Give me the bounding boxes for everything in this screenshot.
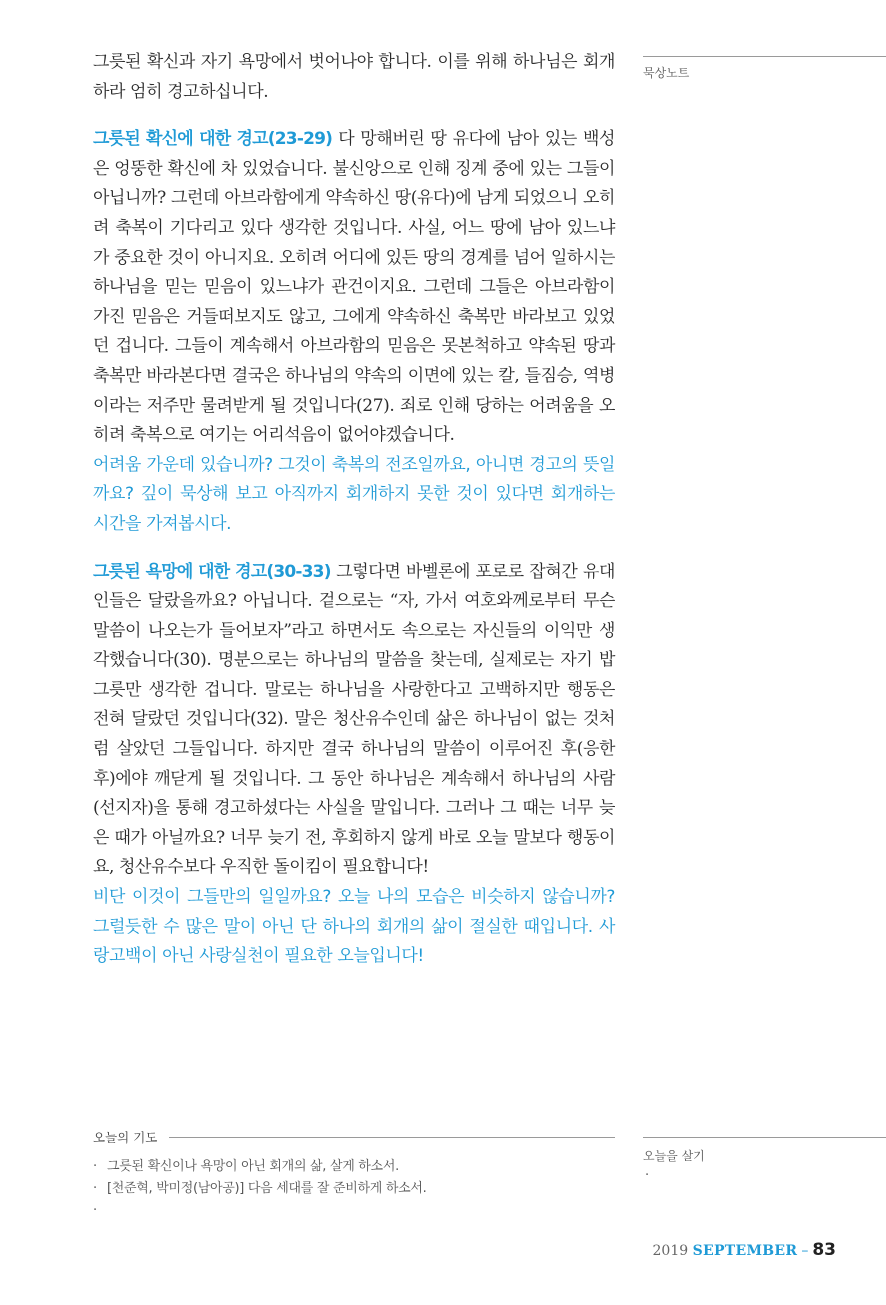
prayer-header — [93, 1128, 615, 1146]
section-1-heading: 그릇된 확신에 대한 경고(23-29) — [93, 129, 333, 150]
prayer-rule — [169, 1137, 615, 1138]
live-today-bullet: · — [645, 1168, 650, 1183]
section-2-application-note: 비단 이것이 그들만의 일일까요? 오늘 나의 모습은 비슷하지 않습니까? 그럴듯한 수 많은 말이 아닌 단 하나의 회개의 삶이 절실한 때입니다. 사랑고백이 아닌 사랑실천이 필요한 오늘입니다! — [93, 887, 615, 967]
main-column — [93, 48, 615, 972]
footer-year: 2019 — [652, 1243, 689, 1259]
section-2-body: 그렇다면 바벨론에 포로로 잡혀간 유대인들은 달랐을까요? 아닙니다. 겉으로는 “자, 가서 여호와께로부터 무슨 말씀이 나오는가 들어보자”라고 하면서도 속으로는 자신들의 이익만 생각했습니다(30). 명분으로는 하나님의 말씀을 찾는데, 실제로는 자기 밥그릇만 생각한 겁니다. 말로는 하나님을 사랑한다고 고백하지만 행동은 전혀 달랐던 것입니다(32). 말은 청산유수인데 삶은 하나님이 없는 것처럼 살았던 그들입니다. 하지만 결국 하나님의 말씀이 이루어진 후(응한 후)에야 깨닫게 될 것입니다. 그 동안 하나님은 계속해서 하나님의 사람(선지자)을 통해 경고하셨다는 사실을 말입니다. 그러나 그 때는 너무 늦은 때가 아닐까요? 너무 늦기 전, 후회하지 않게 바로 오늘 말보다 행동이요, 청산유수보다 우직한 돌이킴이 필요합니다! — [93, 561, 616, 878]
prayer-item — [93, 1200, 615, 1222]
bullet: · — [93, 1159, 97, 1174]
live-today-label: 오늘을 살기 — [643, 1149, 705, 1163]
section-2-heading: 그릇된 욕망에 대한 경고(30-33) — [93, 561, 331, 582]
meditation-note-label: 묵상노트 — [643, 66, 690, 80]
section-1-application-note: 어려움 가운데 있습니까? 그것이 축복의 전조일까요, 아니면 경고의 뜻일까요? 깊이 묵상해 보고 아직까지 회개하지 못한 것이 있다면 회개하는 시간을 가져봅시다. — [93, 454, 615, 534]
prayer-item: · 그릇된 확신이나 욕망이 아닌 회개의 삶, 살게 하소서. — [93, 1156, 615, 1178]
prayer-label: 오늘의 기도 — [93, 1130, 158, 1145]
page-number: 83 — [812, 1240, 836, 1260]
prayer-list — [93, 1156, 615, 1222]
prayer-item: · [천준혁, 박미정(남아공)] 다음 세대를 잘 준비하게 하소서. — [93, 1178, 615, 1200]
meditation-note-rule — [643, 56, 886, 57]
section-1-paragraph — [93, 125, 615, 451]
bullet: · — [93, 1203, 97, 1218]
footer-month: SEPTEMBER — [692, 1243, 798, 1259]
bullet: · — [93, 1181, 97, 1196]
intro-paragraph: 그릇된 확신과 자기 욕망에서 벗어나야 합니다. 이를 위해 하나님은 회개하라 엄히 경고하십니다. — [93, 52, 615, 102]
section-1-body: 다 망해버린 땅 유다에 남아 있는 백성은 엉뚱한 확신에 차 있었습니다. 불신앙으로 인해 징계 중에 있는 그들이 아닙니까? 그런데 아브라함에게 약속하신 땅(유다)에 남게 되었으니 오히려 축복이 기다리고 있다 생각한 것입니다. 사실, 어느 땅에 남아 있느냐가 중요한 것이 아니지요. 오히려 어디에 있든 땅의 경계를 넘어 일하시는 하나님을 믿는 믿음이 있느냐가 관건이지요. 그런데 그들은 아브라함이 가진 믿음은 거들떠보지도 않고, 그에게 약속하신 축복만 바라보고 있었던 겁니다. 그들이 계속해서 아브라함의 믿음은 못본척하고 약속된 땅과 축복만 바라본다면 결국은 하나님의 약속의 이면에 있는 칼, 들짐승, 역병이라는 저주만 물려받게 될 것입니다(27). 죄로 인해 당하는 어려움을 오히려 축복으로 여기는 어리석음이 없어야겠습니다. — [93, 129, 616, 446]
today-prayer — [93, 1128, 615, 1222]
footer-dash: – — [801, 1243, 809, 1259]
live-today-rule — [643, 1137, 886, 1138]
page-footer — [653, 1240, 837, 1260]
section-2-paragraph — [93, 558, 615, 884]
